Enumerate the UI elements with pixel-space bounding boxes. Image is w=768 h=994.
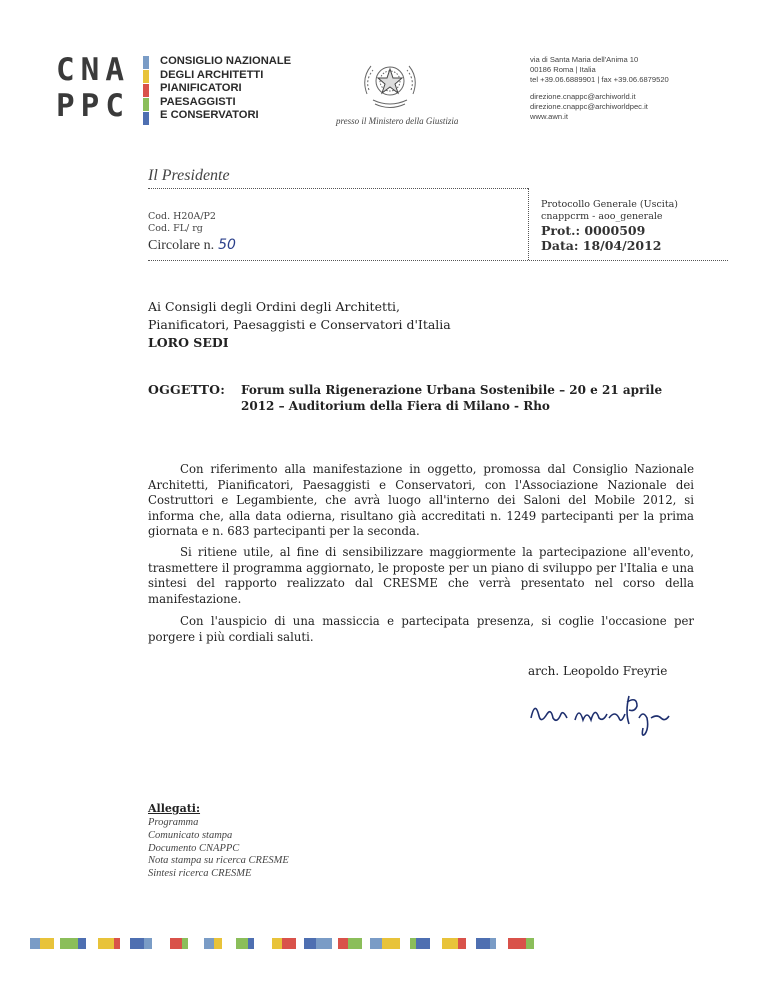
footer-stripe — [214, 938, 222, 949]
code-line: Cod. H20A/P2 — [148, 211, 216, 222]
footer-stripe — [40, 938, 54, 949]
footer-stripe — [170, 938, 182, 949]
circular-handwritten-number: 50 — [218, 237, 236, 253]
paragraph-text: Si ritiene utile, al fine di sensibilizzare maggiormente la partecipazione all'evento, trasmettere il programma aggiornato, le proposte per un piano di sviluppo per l'Italia e una sintesi del rapporto realizzato dal CRESME che verrà presentato nel corso della manifestazione. — [148, 545, 694, 606]
footer-stripe — [272, 938, 282, 949]
body-paragraph — [148, 462, 694, 540]
code-line: Cod. FL/ rg — [148, 223, 203, 234]
address-line: via di Santa Maria dell'Anima 10 — [530, 55, 639, 64]
logo-row-2: PPC — [56, 88, 130, 124]
footer-stripe — [430, 938, 442, 949]
footer-stripe — [526, 938, 534, 949]
divider — [148, 260, 728, 261]
logo-bar — [143, 98, 149, 111]
footer-stripe — [508, 938, 526, 949]
footer-stripe — [120, 938, 130, 949]
council-name — [160, 55, 291, 123]
paragraph-text: Con l'auspicio di una massiccia e partecipata presenza, si coglie l'occasione per porgere i più cordiali saluti. — [148, 614, 694, 644]
protocol-number: Prot.: 0000509 — [541, 223, 646, 238]
footer-stripe — [60, 938, 78, 949]
divider — [148, 188, 528, 189]
footer-color-bar — [30, 938, 720, 949]
footer-stripe — [152, 938, 170, 949]
footer-stripe — [338, 938, 348, 949]
attachment-item: Documento CNAPPC — [148, 842, 240, 854]
footer-stripe — [316, 938, 332, 949]
attachment-item: Sintesi ricerca CRESME — [148, 868, 252, 880]
signer-name: arch. Leopoldo Freyrie — [528, 664, 668, 678]
footer-stripe — [362, 938, 370, 949]
footer-stripe — [476, 938, 490, 949]
pec-email-link[interactable]: direzione.cnappc@archiworldpec.it — [530, 102, 648, 111]
ministry-note: presso il Ministero della Giustizia — [336, 116, 459, 126]
attachment-item: Comunicato stampa — [148, 829, 233, 841]
logo-color-bars — [143, 56, 149, 126]
handwritten-signature — [525, 688, 675, 743]
website-link[interactable]: www.awn.it — [530, 112, 568, 121]
footer-stripe — [382, 938, 400, 949]
circular-number — [148, 237, 236, 254]
footer-stripe — [416, 938, 430, 949]
footer-stripe — [400, 938, 410, 949]
recipient-line: LORO SEDI — [148, 335, 229, 350]
address-line: 00186 Roma | Italia — [530, 65, 596, 74]
footer-stripe — [534, 938, 544, 949]
recipients-block — [148, 298, 451, 352]
footer-stripe — [296, 938, 304, 949]
council-line: PIANIFICATORI — [160, 82, 242, 95]
footer-stripe — [348, 938, 362, 949]
footer-stripe — [144, 938, 152, 949]
cnappc-logo — [56, 52, 142, 124]
recipient-line: Ai Consigli degli Ordini degli Architetti, — [148, 299, 400, 314]
divider — [528, 188, 529, 260]
protocol-line: cnappcrm - aoo_generale — [541, 211, 663, 222]
footer-stripe — [458, 938, 466, 949]
reference-codes — [148, 211, 216, 235]
footer-stripe — [98, 938, 114, 949]
footer-stripe — [86, 938, 98, 949]
logo-bar — [143, 56, 149, 69]
footer-stripe — [304, 938, 316, 949]
attachments-title: Allegati: — [148, 802, 201, 815]
protocol-line: Protocollo Generale (Uscita) — [541, 199, 679, 210]
council-line: E CONSERVATORI — [160, 109, 259, 122]
address-block — [530, 55, 669, 122]
circular-label: Circolare n. — [148, 238, 215, 253]
footer-stripe — [130, 938, 144, 949]
footer-stripe — [496, 938, 508, 949]
footer-stripe — [188, 938, 204, 949]
council-line: DEGLI ARCHITETTI — [160, 68, 264, 81]
address-line: tel +39.06.6889901 | fax +39.06.6879520 — [530, 75, 669, 84]
footer-stripe — [222, 938, 236, 949]
footer-stripe — [282, 938, 296, 949]
logo-bar — [143, 84, 149, 97]
footer-stripe — [466, 938, 476, 949]
footer-stripe — [78, 938, 86, 949]
footer-stripe — [254, 938, 272, 949]
body-paragraph — [148, 614, 694, 645]
council-line: CONSIGLIO NAZIONALE — [160, 55, 292, 67]
protocol-stamp — [541, 199, 678, 253]
italian-republic-emblem-icon — [355, 54, 425, 112]
email-link[interactable]: direzione.cnappc@archiworld.it — [530, 92, 636, 101]
attachment-item: Nota stampa su ricerca CRESME — [148, 855, 289, 867]
paragraph-text: Con riferimento alla manifestazione in oggetto, promossa dal Consiglio Nazionale Architetti, Pianificatori, Paesaggisti e Conservatori, con l'Associazione Nazionale dei Costruttori e Legambiente, che avrà luogo all'interno dei Saloni del Mobile 2012, si informa che, alla data odierna, risultano già accreditati n. 1249 partecipanti per la prima giornata e n. 683 partecipanti per la seconda. — [148, 462, 694, 538]
subject-label: OGGETTO: — [148, 382, 226, 397]
footer-stripe — [442, 938, 458, 949]
footer-stripe — [30, 938, 40, 949]
recipient-line: Pianificatori, Paesaggisti e Conservatori d'Italia — [148, 317, 451, 332]
logo-row-1: CNA — [56, 52, 130, 88]
footer-stripe — [204, 938, 214, 949]
body-paragraph — [148, 545, 694, 607]
logo-bar — [143, 112, 149, 125]
president-heading: Il Presidente — [148, 167, 230, 184]
subject-text: Forum sulla Rigenerazione Urbana Sostenibile – 20 e 21 aprile 2012 – Auditorium della Fiera di Milano - Rho — [241, 383, 663, 413]
attachment-item: Programma — [148, 817, 199, 828]
council-line: PAESAGGISTI — [160, 95, 236, 108]
logo-bar — [143, 70, 149, 83]
footer-stripe — [236, 938, 248, 949]
footer-stripe — [370, 938, 382, 949]
attachments-list — [148, 817, 289, 881]
protocol-date: Data: 18/04/2012 — [541, 238, 662, 253]
